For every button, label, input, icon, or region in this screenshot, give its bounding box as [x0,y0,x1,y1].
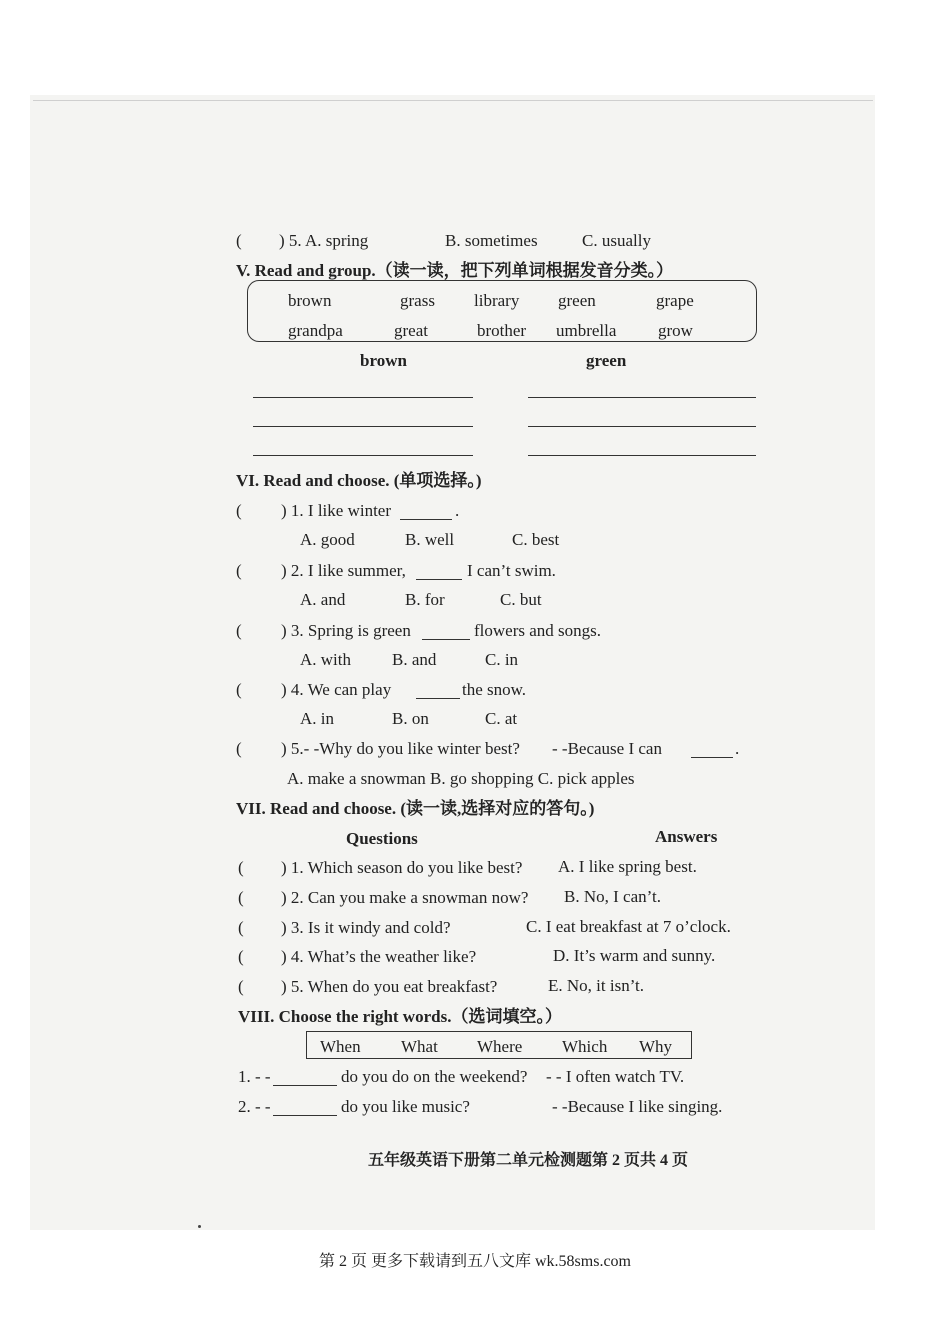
question-mid: - -Because I can [552,739,662,758]
question-end: . [735,739,740,758]
question-number: 1. - - [238,1067,271,1086]
answer-blank[interactable] [273,1068,337,1086]
word-choice: What [401,1037,438,1056]
match-answer: E. No, it isn’t. [548,976,645,995]
paren: ( [238,977,244,996]
group-heading-green: green [586,351,627,370]
option-b: B. on [392,709,429,728]
answer-line[interactable] [253,455,473,456]
question-end: flowers and songs. [474,621,602,640]
match-answer: A. I like spring best. [558,857,697,876]
match-question: ) 5. When do you eat breakfast? [281,977,498,996]
paren: ( [236,561,242,580]
word: brown [288,291,332,310]
paren: ( [236,680,242,699]
paren: ( [236,501,242,520]
download-footer: 第 2 页 更多下载请到五八文库 wk.58sms.com [318,1253,631,1270]
word: great [394,321,428,340]
match-question: ) 3. Is it windy and cold? [281,918,451,937]
word: green [558,291,596,310]
options-line: A. make a snowman B. go shopping C. pick apples [287,769,635,788]
option-b: B. sometimes [445,231,538,250]
option-b: B. and [392,650,437,669]
option-b: B. for [405,590,445,609]
option-c: C. usually [582,231,651,250]
paren: ( [236,621,242,640]
speck [198,1225,201,1228]
option-c: C. in [485,650,519,669]
paren: ( [236,231,242,250]
question-end: the snow. [462,680,527,699]
answer-blank[interactable] [416,562,462,580]
paren: ( [236,739,242,758]
match-answer: C. I eat breakfast at 7 o’clock. [526,917,731,936]
option-c: C. but [500,590,542,609]
question-stem: ) 3. Spring is green [281,621,411,640]
match-question: ) 4. What’s the weather like? [281,947,477,966]
word: grow [658,321,693,340]
word: grandpa [288,321,343,340]
answer-blank[interactable] [422,622,470,640]
answer-line[interactable] [528,397,756,398]
fill-answer: - -Because I like singing. [552,1097,723,1116]
group-heading-brown: brown [360,351,407,370]
paren: ( [238,947,244,966]
match-question: ) 1. Which season do you like best? [281,858,523,877]
page-caption: 五年级英语下册第二单元检测题第 2 页共 4 页 [368,1152,689,1169]
option-c: C. best [512,530,560,549]
page-edge-line [33,100,873,101]
word-choice: Where [477,1037,523,1056]
questions-heading: Questions [346,829,418,848]
paren: ( [238,858,244,877]
match-answer: D. It’s warm and sunny. [553,946,716,965]
question-stem: ) 5.- -Why do you like winter best? [281,739,520,758]
answer-blank[interactable] [400,502,452,520]
paren: ( [238,888,244,907]
option-c: C. at [485,709,518,728]
paren: ( [238,918,244,937]
section-7-title: VII. Read and choose. (读一读,选择对应的答句。) [236,799,595,818]
question-stem: ) 2. I like summer, [281,561,406,580]
question-stem: ) 4. We can play [281,680,392,699]
answer-line[interactable] [253,426,473,427]
fill-question: do you do on the weekend? [341,1067,528,1086]
word-choice: Why [639,1037,673,1056]
q-item-5: ) 5. A. spring [279,231,369,250]
answer-line[interactable] [528,426,756,427]
section-8-title: VIII. Choose the right words.（选词填空。） [238,1007,562,1026]
word: grape [656,291,694,310]
option-a: A. good [300,530,355,549]
answer-blank[interactable] [273,1098,337,1116]
answer-blank[interactable] [691,740,733,758]
answer-blank[interactable] [416,681,460,699]
word-choice: When [320,1037,361,1056]
answer-line[interactable] [253,397,473,398]
section-5-title: V. Read and group.（读一读，把下列单词根据发音分类。） [236,261,674,280]
option-a: A. and [300,590,346,609]
word: grass [400,291,435,310]
match-question: ) 2. Can you make a snowman now? [281,888,529,907]
fill-question: do you like music? [341,1097,470,1116]
word: umbrella [556,321,617,340]
question-end: I can’t swim. [467,561,556,580]
question-stem: ) 1. I like winter [281,501,391,520]
option-a: A. with [300,650,351,669]
section-6-title: VI. Read and choose. (单项选择。) [236,471,482,490]
answer-line[interactable] [528,455,756,456]
answers-heading: Answers [655,827,718,846]
question-end: . [455,501,460,520]
question-number: 2. - - [238,1097,271,1116]
word: brother [477,321,527,340]
fill-answer: - - I often watch TV. [546,1067,685,1086]
word: library [474,291,520,310]
option-a: A. in [300,709,334,728]
match-answer: B. No, I can’t. [564,887,661,906]
option-b: B. well [405,530,455,549]
word-choice: Which [562,1037,608,1056]
